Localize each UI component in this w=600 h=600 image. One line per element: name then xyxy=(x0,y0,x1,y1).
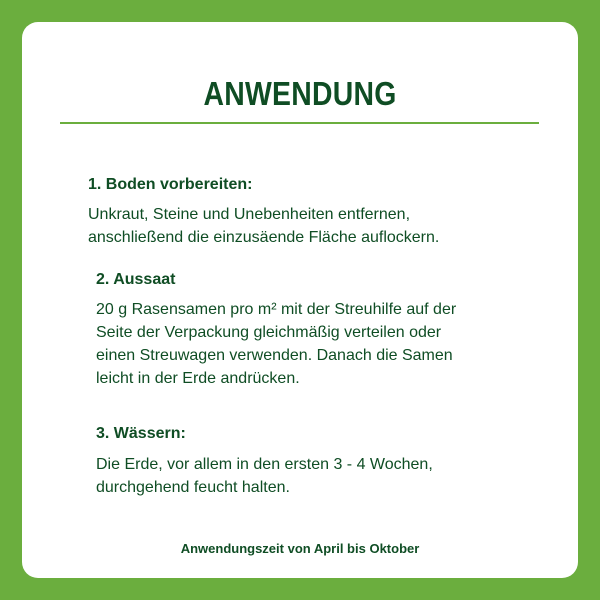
step-2-body xyxy=(96,298,516,390)
step-3-body xyxy=(96,453,516,499)
step-2-line-1: 20 g Rasensamen pro m² mit der Streuhilfe auf der xyxy=(96,301,457,318)
instruction-card xyxy=(22,22,578,578)
title-divider xyxy=(60,122,539,124)
step-2-line-4: leicht in der Erde andrücken. xyxy=(96,370,300,387)
page-title: ANWENDUNG xyxy=(203,75,397,112)
step-2-line-3: einen Streuwagen verwenden. Danach die Samen xyxy=(96,347,453,364)
step-1-line-2: anschließend die einzusäende Fläche auflockern. xyxy=(88,229,440,246)
step-2-heading: 2. Aussaat xyxy=(96,271,176,288)
step-3-line-1: Die Erde, vor allem in den ersten 3 - 4 Wochen, xyxy=(96,456,433,473)
step-1-heading: 1. Boden vorbereiten: xyxy=(88,176,253,193)
step-2-line-2: Seite der Verpackung gleichmäßig verteilen oder xyxy=(96,324,442,341)
step-1-line-1: Unkraut, Steine und Unebenheiten entfernen, xyxy=(88,206,411,223)
usage-period-note: Anwendungszeit von April bis Oktober xyxy=(180,541,420,556)
step-3-line-2: durchgehend feucht halten. xyxy=(96,479,290,496)
step-3-heading: 3. Wässern: xyxy=(96,425,186,442)
step-1-body xyxy=(88,203,508,249)
